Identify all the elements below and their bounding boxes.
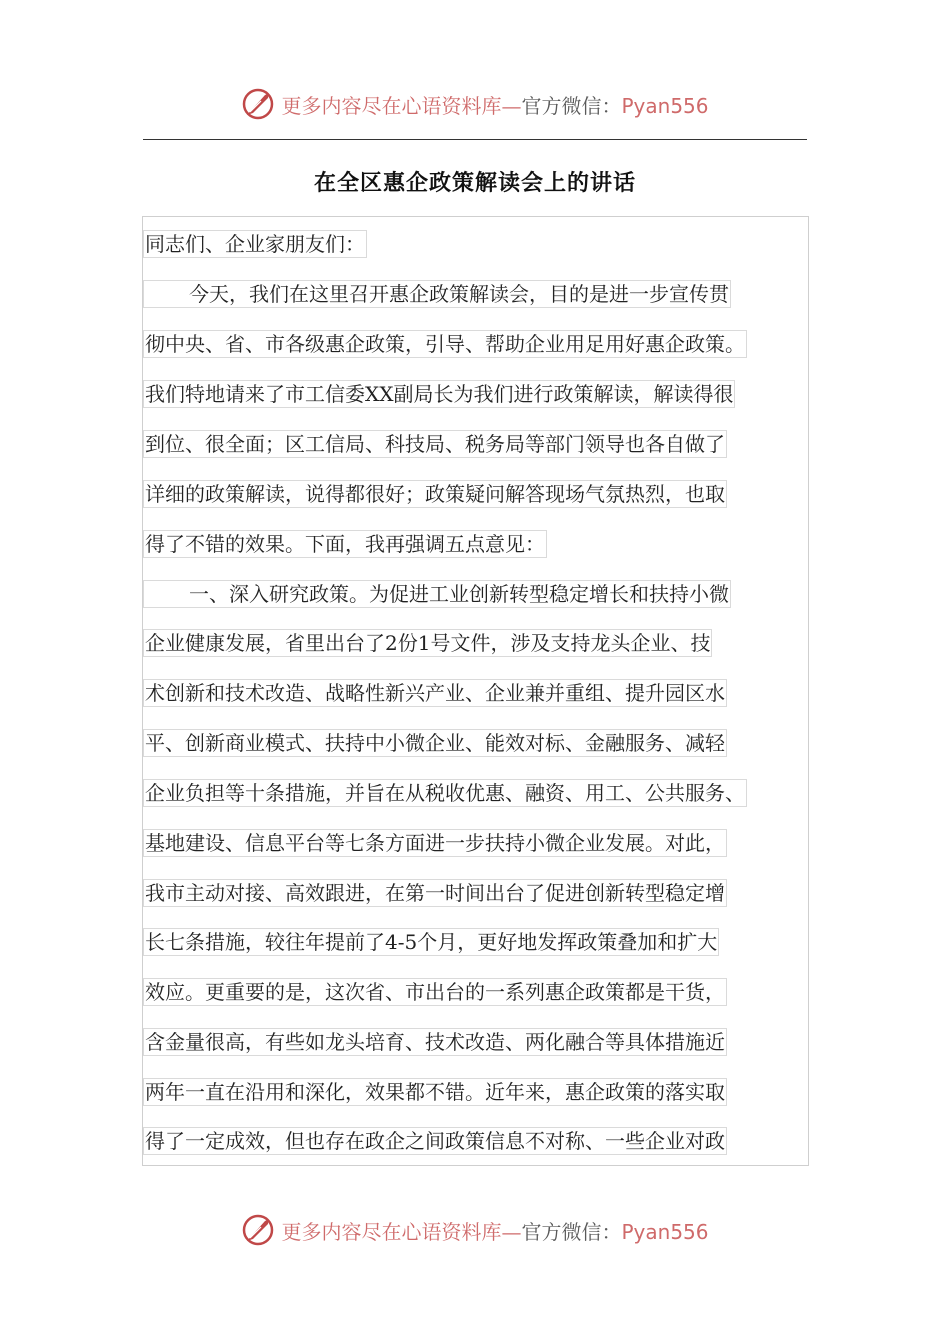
body-line: 长七条措施，较往年提前了4-5个月，更好地发挥政策叠加和扩大 (145, 930, 718, 954)
banner-wechat-id: Pyan556 (621, 1219, 709, 1244)
banner-wechat-id: Pyan556 (621, 93, 709, 118)
banner-text (281, 90, 708, 119)
banner-wechat-label: 官方微信： (521, 93, 622, 118)
body-line: 一、深入研究政策。为促进工业创新转型稳定增长和扶持小微 (145, 582, 729, 606)
quill-logo-icon (241, 1213, 275, 1247)
body-line: 得了一定成效，但也存在政企之间政策信息不对称、一些企业对政 (145, 1129, 725, 1153)
body-line: 彻中央、省、市各级惠企政策，引导、帮助企业用足用好惠企政策。 (145, 332, 745, 356)
banner-dash: — (501, 93, 522, 118)
header-banner (0, 84, 950, 124)
body-line: 我市主动对接、高效跟进，在第一时间出台了促进创新转型稳定增 (145, 881, 725, 905)
body-line: 效应。更重要的是，这次省、市出台的一系列惠企政策都是干货， (145, 980, 725, 1004)
body-line: 我们特地请来了市工信委XX副局长为我们进行政策解读，解读得很 (145, 382, 734, 406)
document-title: 在全区惠企政策解读会上的讲话 (313, 170, 636, 196)
body-line: 企业健康发展，省里出台了2份1号文件，涉及支持龙头企业、技 (145, 631, 711, 655)
body-line: 今天，我们在这里召开惠企政策解读会，目的是进一步宣传贯 (145, 282, 729, 306)
body-line: 平、创新商业模式、扶持中小微企业、能效对标、金融服务、减轻 (145, 731, 725, 755)
body-line: 含金量很高，有些如龙头培育、技术改造、两化融合等具体措施近 (145, 1030, 725, 1054)
banner-main-text: 更多内容尽在心语资料库 (281, 93, 502, 118)
banner-wechat-label: 官方微信： (521, 1219, 622, 1244)
body-line: 得了不错的效果。下面，我再强调五点意见： (145, 532, 545, 556)
banner-dash: — (501, 1219, 522, 1244)
footer-banner (0, 1210, 950, 1250)
body-line: 详细的政策解读，说得都很好；政策疑问解答现场气氛热烈，也取 (145, 482, 725, 506)
body-line: 企业负担等十条措施，并旨在从税收优惠、融资、用工、公共服务、 (145, 781, 745, 805)
body-line: 到位、很全面；区工信局、科技局、税务局等部门领导也各自做了 (145, 432, 725, 456)
quill-logo-icon (241, 87, 275, 121)
body-line: 同志们、企业家朋友们： (145, 232, 365, 256)
body-line: 两年一直在沿用和深化，效果都不错。近年来，惠企政策的落实取 (145, 1080, 725, 1104)
banner-text (281, 1216, 708, 1245)
header-rule (143, 139, 807, 140)
body-line: 术创新和技术改造、战略性新兴产业、企业兼并重组、提升园区水 (145, 681, 725, 705)
body-line: 基地建设、信息平台等七条方面进一步扶持小微企业发展。对此， (145, 831, 725, 855)
banner-main-text: 更多内容尽在心语资料库 (281, 1219, 502, 1244)
